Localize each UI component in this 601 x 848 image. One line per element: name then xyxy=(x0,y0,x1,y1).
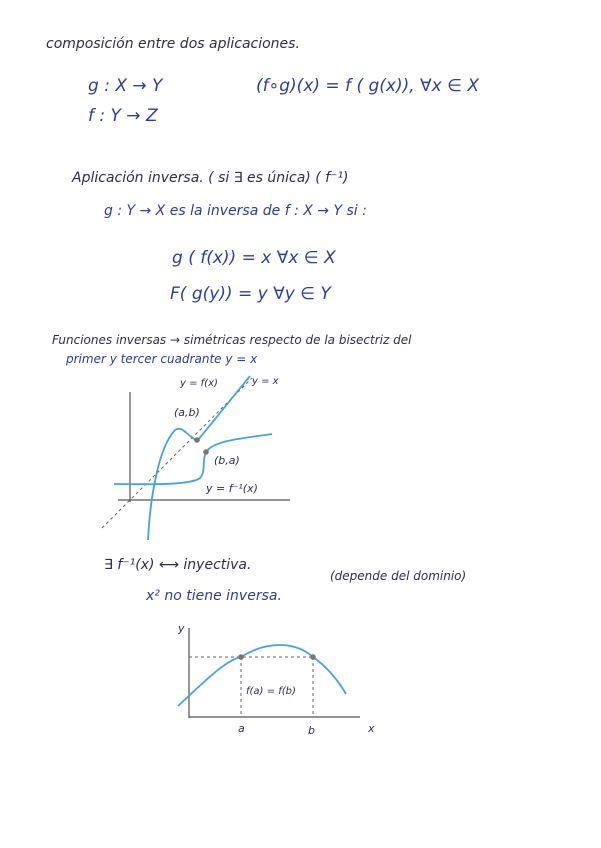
g-map: g : X → Y xyxy=(88,76,163,96)
condition-1: g ( f(x)) = x ∀x ∈ X xyxy=(172,248,336,268)
point-fb xyxy=(310,654,316,660)
label-b: b xyxy=(308,724,315,737)
label-ba: (b,a) xyxy=(214,454,240,467)
heading-composition: composición entre dos aplicaciones. xyxy=(46,36,300,52)
label-ab: (a,b) xyxy=(174,406,200,419)
label-a: a xyxy=(238,722,245,735)
label-yx: y = x xyxy=(252,376,279,387)
depends-domain-note: (depende del dominio) xyxy=(330,569,467,583)
composition-formula: (f∘g)(x) = f ( g(x)), ∀x ∈ X xyxy=(256,76,479,96)
label-fx: y = f(x) xyxy=(180,378,218,389)
label-x-axis: x xyxy=(368,722,375,735)
label-y-axis: y xyxy=(178,622,185,635)
condition-2: F( g(y)) = y ∀y ∈ Y xyxy=(170,284,331,304)
label-fa-equals-fb: f(a) = f(b) xyxy=(246,686,296,697)
f-map: f : Y → Z xyxy=(88,106,158,126)
symmetric-line-1: Funciones inversas → simétricas respecto de la bisectriz del xyxy=(52,333,412,347)
label-finv: y = f⁻¹(x) xyxy=(206,482,258,495)
injective-note: ∃ f⁻¹(x) ⟷ inyectiva. xyxy=(104,557,252,573)
symmetric-line-2: primer y tercer cuadrante y = x xyxy=(66,352,258,366)
inverse-definition: g : Y → X es la inversa de f : X → Y si : xyxy=(104,203,367,219)
x2-no-inverse-note: x² no tiene inversa. xyxy=(146,588,282,604)
point-fa xyxy=(238,654,244,660)
inverse-title: Aplicación inversa. ( si ∃ es única) ( f⁻¹) xyxy=(72,170,349,186)
